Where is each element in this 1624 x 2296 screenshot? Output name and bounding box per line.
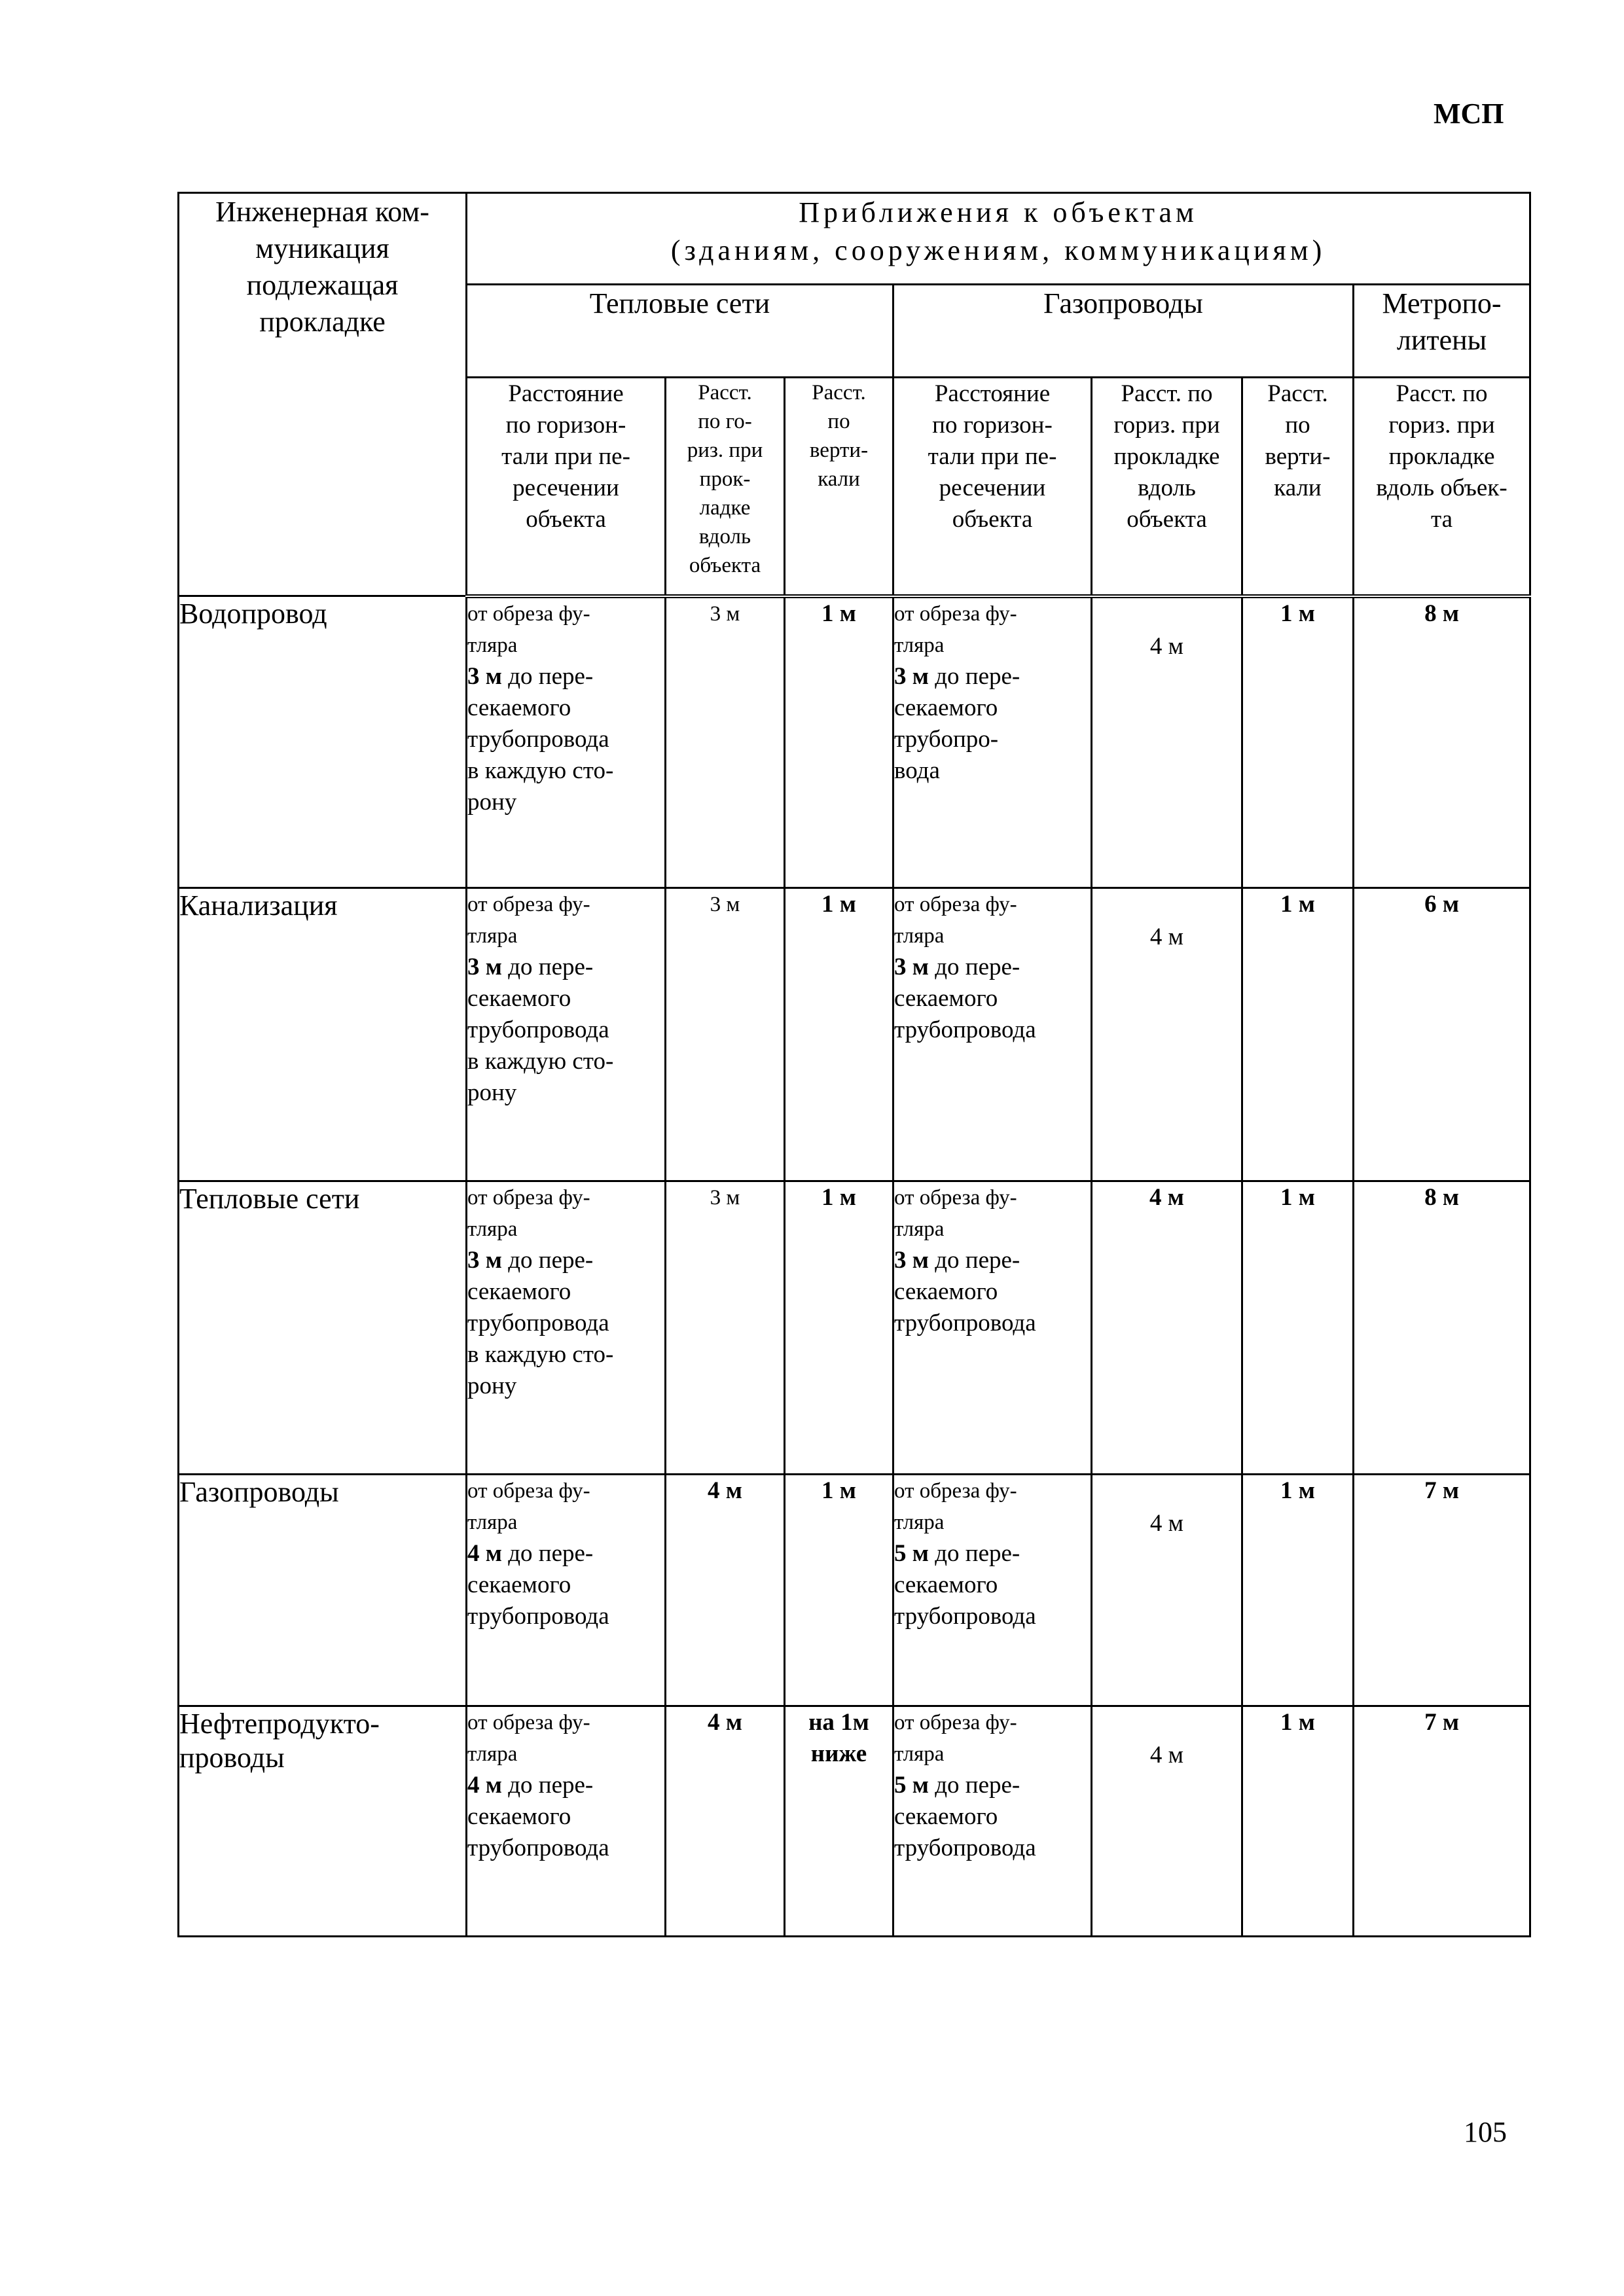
- gas-cross-prefix: от обреза фу- тляра: [894, 1479, 1017, 1534]
- metro-value: 8 м: [1354, 596, 1530, 888]
- heat-vert-text: на 1м ниже: [808, 1709, 869, 1767]
- gas-cross-suffix: до пере- секаемого трубопровода: [894, 1540, 1036, 1630]
- gas-cross-distance: 3 м: [894, 1247, 929, 1274]
- header-group-heat: Тепловые сети: [467, 285, 893, 378]
- subheader-gas-horiz-cross: Расстояние по горизон- тали при пе- ресечении объекта: [893, 378, 1092, 596]
- gas-cross-suffix: до пере- секаемого трубопро- вода: [894, 662, 1020, 784]
- heat-cross-prefix: от обреза фу- тляра: [467, 1186, 590, 1241]
- heat-along-value: 4 м: [666, 1475, 785, 1706]
- gas-vert-value: 1 м: [1242, 1475, 1354, 1706]
- gas-along-value: 4 м: [1092, 1181, 1242, 1475]
- gas-cross-prefix: от обреза фу- тляра: [894, 601, 1017, 657]
- header-group-metro: Метропо- литены: [1354, 285, 1530, 378]
- heat-vert-value: 1 м: [785, 888, 893, 1181]
- page-number: 105: [1464, 2116, 1507, 2148]
- gas-vert-value: 1 м: [1242, 1706, 1354, 1937]
- gas-along-value: 4 м: [1092, 1706, 1242, 1937]
- heat-along-value: 3 м: [666, 1181, 785, 1475]
- table-row: [179, 888, 1530, 1181]
- table-row: [179, 1706, 1530, 1937]
- table-row: [179, 1475, 1530, 1706]
- heat-cross-prefix: от обреза фу- тляра: [467, 1479, 590, 1534]
- gas-along-value: 4 м: [1092, 596, 1242, 888]
- header-approaches-line1: Приближения к объектам: [799, 196, 1198, 228]
- heat-cross-distance: 3 м: [467, 662, 502, 690]
- subheader-gas-vert: Расст. по верти- кали: [1242, 378, 1354, 596]
- gas-cross-distance: 5 м: [894, 1772, 929, 1799]
- heat-cross-cell: [467, 1475, 666, 1706]
- metro-value: 6 м: [1354, 888, 1530, 1181]
- row-label: Тепловые сети: [179, 1181, 467, 1475]
- heat-vert-value: [785, 1706, 893, 1937]
- gas-along-value: 4 м: [1092, 888, 1242, 1181]
- heat-vert-value: 1 м: [785, 1475, 893, 1706]
- header-approaches: [467, 193, 1530, 285]
- gas-along-value: 4 м: [1092, 1475, 1242, 1706]
- gas-cross-distance: 3 м: [894, 662, 929, 690]
- gas-cross-suffix: до пере- секаемого трубопровода: [894, 954, 1036, 1043]
- heat-cross-suffix: до пере- секаемого трубопровода в каждую сто- рону: [467, 1247, 614, 1399]
- metro-value: 7 м: [1354, 1475, 1530, 1706]
- heat-cross-cell: [467, 1181, 666, 1475]
- row-label: Канализация: [179, 888, 467, 1181]
- heat-cross-prefix: от обреза фу- тляра: [467, 601, 590, 657]
- heat-cross-cell: [467, 888, 666, 1181]
- gas-cross-distance: 3 м: [894, 954, 929, 980]
- heat-cross-distance: 3 м: [467, 954, 502, 980]
- gas-cross-suffix: до пере- секаемого трубопровода: [894, 1772, 1036, 1861]
- heat-cross-suffix: до пере- секаемого трубопровода в каждую сто- рону: [467, 954, 614, 1106]
- table-row: [179, 1181, 1530, 1475]
- gas-cross-prefix: от обреза фу- тляра: [894, 893, 1017, 948]
- gas-cross-suffix: до пере- секаемого трубопровода: [894, 1247, 1036, 1336]
- gas-cross-cell: [893, 1706, 1092, 1937]
- gas-vert-value: 1 м: [1242, 888, 1354, 1181]
- heat-along-value: 3 м: [666, 596, 785, 888]
- subheader-gas-horiz-along: Расст. по гориз. при прокладке вдоль объекта: [1092, 378, 1242, 596]
- heat-cross-distance: 4 м: [467, 1772, 502, 1799]
- gas-vert-value: 1 м: [1242, 596, 1354, 888]
- row-label: Нефтепродукто- проводы: [179, 1706, 467, 1937]
- metro-value: 8 м: [1354, 1181, 1530, 1475]
- gas-cross-prefix: от обреза фу- тляра: [894, 1711, 1017, 1766]
- header-engineering-communication: Инженерная ком- муникация подлежащая прокладке: [179, 193, 467, 596]
- heat-cross-prefix: от обреза фу- тляра: [467, 893, 590, 948]
- gas-vert-value: 1 м: [1242, 1181, 1354, 1475]
- heat-cross-prefix: от обреза фу- тляра: [467, 1711, 590, 1766]
- subheader-heat-vert: Расст. по верти- кали: [785, 378, 893, 596]
- heat-vert-value: 1 м: [785, 1181, 893, 1475]
- gas-cross-cell: [893, 1475, 1092, 1706]
- gas-cross-cell: [893, 888, 1092, 1181]
- subheader-metro-horiz-along: Расст. по гориз. при прокладке вдоль объек- та: [1354, 378, 1530, 596]
- heat-cross-suffix: до пере- секаемого трубопровода: [467, 1540, 609, 1630]
- document-code: МСП: [1434, 98, 1504, 130]
- subheader-heat-horiz-along: Расст. по го- риз. при прок- ладке вдоль объекта: [666, 378, 785, 596]
- header-group-gas: Газопроводы: [893, 285, 1354, 378]
- row-label: Газопроводы: [179, 1475, 467, 1706]
- table-row: [179, 596, 1530, 888]
- heat-cross-distance: 3 м: [467, 1247, 502, 1274]
- heat-along-value: 3 м: [666, 888, 785, 1181]
- gas-cross-cell: [893, 1181, 1092, 1475]
- gas-cross-distance: 5 м: [894, 1540, 929, 1567]
- header-approaches-line2: (зданиям, сооружениям, коммуникациям): [670, 234, 1326, 266]
- heat-cross-distance: 4 м: [467, 1540, 502, 1567]
- heat-cross-cell: [467, 1706, 666, 1937]
- row-label: Водопровод: [179, 596, 467, 888]
- subheader-heat-horiz-cross: Расстояние по горизон- тали при пе- ресечении объекта: [467, 378, 666, 596]
- metro-value: 7 м: [1354, 1706, 1530, 1937]
- heat-along-value: 4 м: [666, 1706, 785, 1937]
- approach-distances-table: [177, 192, 1531, 1937]
- heat-cross-suffix: до пере- секаемого трубопровода: [467, 1772, 609, 1861]
- heat-cross-cell: [467, 596, 666, 888]
- gas-cross-cell: [893, 596, 1092, 888]
- heat-vert-value: 1 м: [785, 596, 893, 888]
- heat-cross-suffix: до пере- секаемого трубопровода в каждую сто- рону: [467, 662, 614, 816]
- gas-cross-prefix: от обреза фу- тляра: [894, 1186, 1017, 1241]
